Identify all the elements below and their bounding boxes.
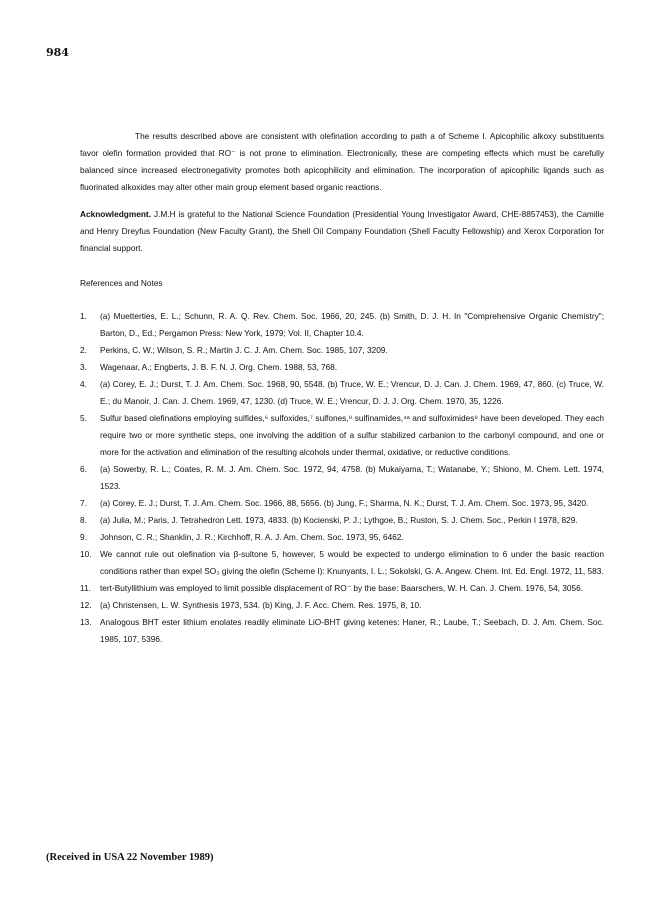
reference-item	[80, 308, 604, 342]
reference-item	[80, 529, 604, 546]
references-list	[80, 308, 604, 648]
reference-number: 12.	[80, 600, 92, 610]
reference-number: 8.	[80, 515, 87, 525]
reference-item	[80, 461, 604, 495]
reference-text: We cannot rule out olefination via β-sultone 5, however, 5 would be expected to undergo elimination to 6 under the basic reaction conditions rather than expel SO₃ giving the olefin (Scheme I): Knunyants, I. L.; Sokolski, G. A. Angew. Chem. Int. Ed. Engl. 1972, 11, 583.	[100, 549, 604, 576]
reference-item	[80, 495, 604, 512]
acknowledgment	[80, 206, 604, 257]
references-heading: References and Notes	[80, 278, 163, 288]
reference-text: (a) Sowerby, R. L.; Coates, R. M. J. Am. Chem. Soc. 1972, 94, 4758. (b) Mukaiyama, T.; Watanabe, Y.; Shiono, M. Chem. Lett. 1974, 1523.	[100, 464, 604, 491]
article-body	[80, 128, 604, 648]
reference-item	[80, 546, 604, 580]
reference-item	[80, 342, 604, 359]
reference-text: (a) Corey, E. J.; Durst, T. J. Am. Chem. Soc. 1968, 90, 5548. (b) Truce, W. E.; Vrencur, D. J. Can. J. Chem. 1969, 47, 860. (c) Truce, W. E.; du Manoir, J. Can. J. Chem. 1969, 47, 1230. (d) Truce, W. E.; Vrencur, D. J. J. Org. Chem. 1970, 35, 1226.	[100, 379, 604, 406]
reference-text: Johnson, C. R.; Shanklin, J. R.; Kirchhoff, R. A. J. Am. Chem. Soc. 1973, 95, 6462.	[100, 532, 404, 542]
reference-text: (a) Corey, E. J.; Durst, T. J. Am. Chem. Soc. 1966, 88, 5656. (b) Jung, F.; Sharma, N. K.; Durst, T. J. Am. Chem. Soc. 1973, 95, 3420.	[100, 498, 589, 508]
conclusion-paragraph: The results described above are consistent with olefination according to path a of Scheme I. Apicophilic alkoxy substituents favor olefin formation provided that RO⁻ is not prone to elimination. Electronically, these are competing effects which must be carefully balanced since increased electronegativity promotes both apicophilicity and elimination. The incorporation of apicophilic ligands such as fluorinated alkoxides may alter other main group element based organic reactions.	[80, 131, 604, 192]
reference-item	[80, 410, 604, 461]
reference-item	[80, 614, 604, 648]
reference-number: 7.	[80, 498, 87, 508]
reference-item	[80, 512, 604, 529]
reference-number: 11.	[80, 583, 91, 593]
reference-text: Sulfur based olefinations employing sulfides,⁶ sulfoxides,⁷ sulfones,⁸ sulfinamides,⁴ᵃ and sulfoximides⁹ have been developed. They each require two or more synthetic steps, one involving the addition of a sulfur stabilized carbanion to the carbonyl compound, and one or more for the activation and elimination of the resulting alcohols under thermal, oxidative, or reductive conditions.	[100, 413, 604, 457]
reference-text: tert-Butyllithium was employed to limit possible displacement of RO⁻ by the base: Baarschers, W. H. Can. J. Chem. 1976, 54, 3056.	[100, 583, 584, 593]
reference-number: 6.	[80, 464, 87, 474]
reference-text: Wagenaar, A.; Engberts, J. B. F. N. J. Org. Chem. 1988, 53, 768.	[100, 362, 338, 372]
reference-number: 5.	[80, 413, 87, 423]
acknowledgment-heading: Acknowledgment.	[80, 209, 151, 219]
page-number: 984	[46, 46, 69, 59]
reference-text: (a) Julia, M.; Paris, J. Tetrahedron Lett. 1973, 4833. (b) Kocienski, P. J.; Lythgoe, B.; Ruston, S. J. Chem. Soc., Perkin I 1978, 829.	[100, 515, 578, 525]
reference-number: 3.	[80, 362, 87, 372]
conclusion-section	[80, 128, 604, 196]
reference-text: (a) Muetterties, E. L.; Schunn, R. A. Q. Rev. Chem. Soc. 1966, 20, 245. (b) Smith, D. J. H. In "Comprehensive Organic Chemistry"; Barton, D., Ed.; Pergamon Press: New York, 1979; Vol. II, Chapter 10.4.	[100, 311, 604, 338]
reference-item	[80, 580, 604, 597]
reference-item	[80, 359, 604, 376]
reference-number: 1.	[80, 311, 87, 321]
reference-text: Analogous BHT ester lithium enolates readily eliminate LiO-BHT giving ketenes: Haner, R.; Laube, T.; Seebach, D. J. Am. Chem. Soc. 1985, 107, 5396.	[100, 617, 604, 644]
reference-number: 4.	[80, 379, 87, 389]
acknowledgment-text: J.M.H is grateful to the National Science Foundation (Presidential Young Investigator Award, CHE-8857453), the Camille and Henry Dreyfus Foundation (New Faculty Grant), the Shell Oil Company Foundation (Shell Faculty Fellowship) and Xerox Corporation for financial support.	[80, 209, 604, 253]
reference-number: 2.	[80, 345, 87, 355]
reference-text: (a) Christensen, L. W. Synthesis 1973, 534. (b) King, J. F. Acc. Chem. Res. 1975, 8, 10.	[100, 600, 422, 610]
reference-number: 10.	[80, 549, 92, 559]
reference-item	[80, 597, 604, 614]
reference-number: 9.	[80, 532, 87, 542]
reference-number: 13.	[80, 617, 92, 627]
received-date: (Received in USA 22 November 1989)	[46, 852, 214, 863]
reference-item	[80, 376, 604, 410]
reference-text: Perkins, C. W.; Wilson, S. R.; Martin J. C. J. Am. Chem. Soc. 1985, 107, 3209.	[100, 345, 388, 355]
